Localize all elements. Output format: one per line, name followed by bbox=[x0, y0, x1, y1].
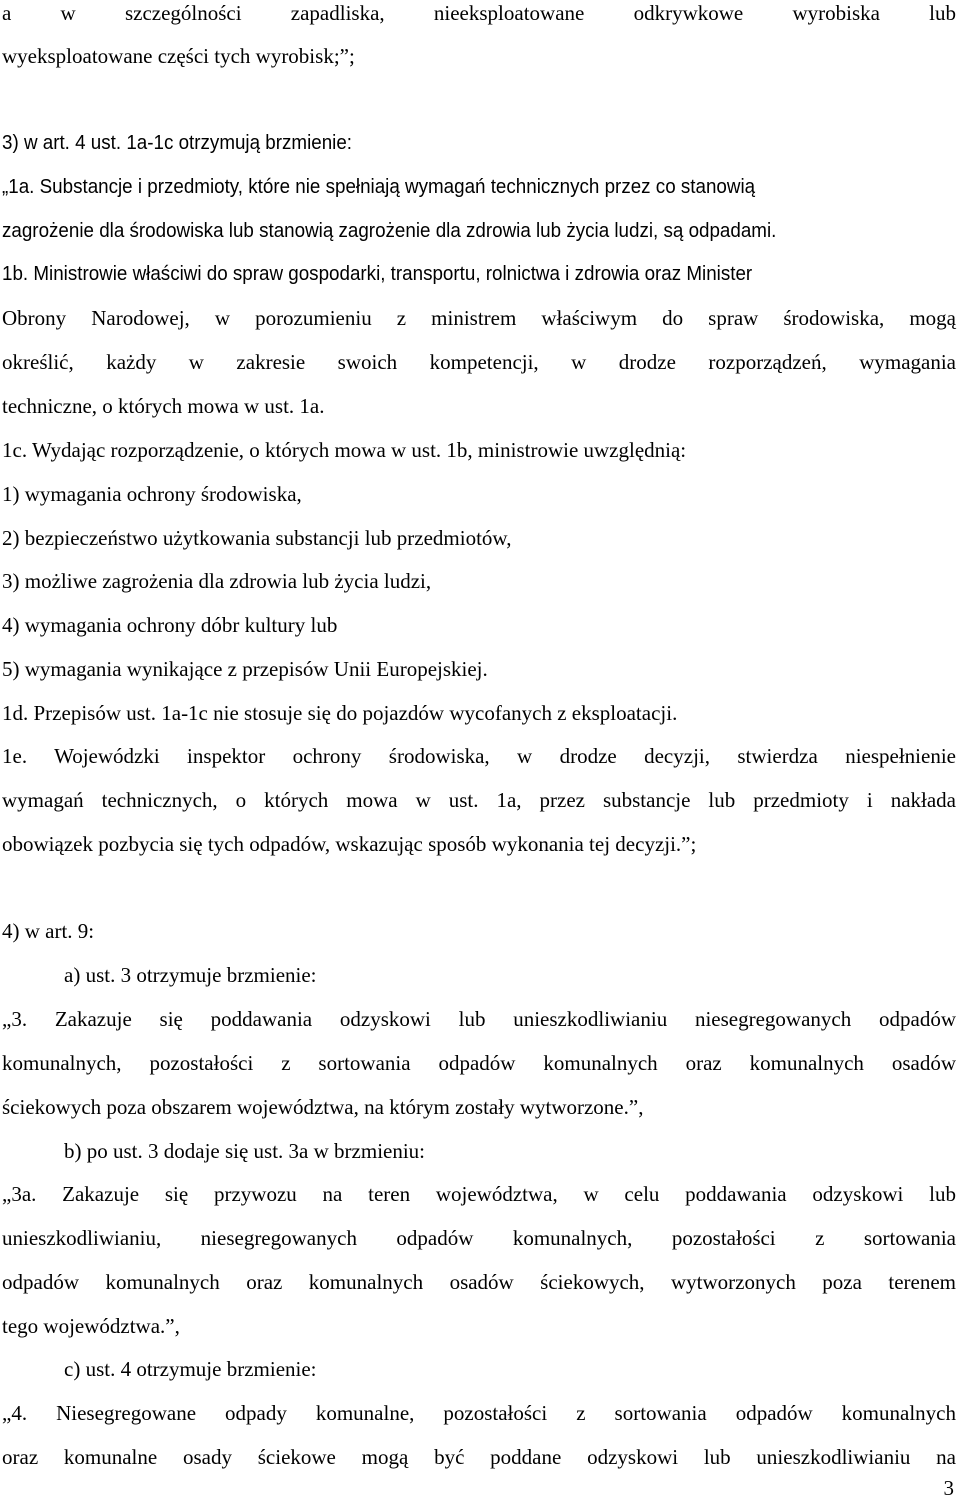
text-line: odpadów komunalnych oraz komunalnych osadów ściekowych, wytworzonych poza terenem bbox=[2, 1270, 956, 1294]
text-line: wymagań technicznych, o których mowa w ust. 1a, przez substancje lub przedmioty i nakłada bbox=[2, 788, 956, 812]
text-line: a w szczególności zapadliska, nieeksploatowane odkrywkowe wyrobiska lub bbox=[2, 1, 956, 25]
page-number: 3 bbox=[943, 1476, 954, 1500]
text-line: Obrony Narodowej, w porozumieniu z ministrem właściwym do spraw środowiska, mogą bbox=[2, 306, 956, 330]
text-line: 1e. Wojewódzki inspektor ochrony środowiska, w drodze decyzji, stwierdza niespełnienie bbox=[2, 744, 956, 768]
text-line: 1b. Ministrowie właściwi do spraw gospodarki, transportu, rolnictwa i zdrowia oraz Minister bbox=[2, 263, 753, 285]
text-line: „4. Niesegregowane odpady komunalne, pozostałości z sortowania odpadów komunalnych bbox=[2, 1401, 956, 1425]
text-line: „3. Zakazuje się poddawania odzyskowi lub unieszkodliwianiu niesegregowanych odpadów bbox=[2, 1007, 956, 1031]
text-line: 3) w art. 4 ust. 1a-1c otrzymują brzmienie: bbox=[2, 132, 353, 154]
text-line: 5) wymagania wynikające z przepisów Unii Europejskiej. bbox=[2, 657, 488, 681]
text-line: b) po ust. 3 dodaje się ust. 3a w brzmieniu: bbox=[64, 1139, 426, 1163]
text-line: 2) bezpieczeństwo użytkowania substancji lub przedmiotów, bbox=[2, 526, 512, 550]
text-line: „1a. Substancje i przedmioty, które nie spełniają wymagań technicznych przez co stanowią bbox=[2, 176, 756, 198]
text-line: wyeksploatowane części tych wyrobisk;”; bbox=[2, 44, 355, 68]
text-line: 4) wymagania ochrony dóbr kultury lub bbox=[2, 613, 338, 637]
text-line: „3a. Zakazuje się przywozu na teren województwa, w celu poddawania odzyskowi lub bbox=[2, 1182, 956, 1206]
text-line: tego województwa.”, bbox=[2, 1314, 180, 1338]
text-line: obowiązek pozbycia się tych odpadów, wskazując sposób wykonania tej decyzji.”; bbox=[2, 832, 697, 856]
text-line: 4) w art. 9: bbox=[2, 919, 95, 943]
text-line: c) ust. 4 otrzymuje brzmienie: bbox=[64, 1357, 317, 1381]
text-line: a) ust. 3 otrzymuje brzmienie: bbox=[64, 963, 317, 987]
text-line: komunalnych, pozostałości z sortowania odpadów komunalnych oraz komunalnych osadów bbox=[2, 1051, 956, 1075]
text-line: ściekowych poza obszarem województwa, na którym zostały wytworzone.”, bbox=[2, 1095, 644, 1119]
text-line: 1d. Przepisów ust. 1a-1c nie stosuje się do pojazdów wycofanych z eksploatacji. bbox=[2, 701, 678, 725]
text-line: 1c. Wydając rozporządzenie, o których mowa w ust. 1b, ministrowie uwzględnią: bbox=[2, 438, 687, 462]
text-line: 3) możliwe zagrożenia dla zdrowia lub życia ludzi, bbox=[2, 569, 432, 593]
text-line: oraz komunalne osady ściekowe mogą być poddane odzyskowi lub unieszkodliwianiu na bbox=[2, 1445, 956, 1469]
text-line: 1) wymagania ochrony środowiska, bbox=[2, 482, 302, 506]
text-line: określić, każdy w zakresie swoich kompetencji, w drodze rozporządzeń, wymagania bbox=[2, 350, 956, 374]
text-line: techniczne, o których mowa w ust. 1a. bbox=[2, 394, 325, 418]
text-line: unieszkodliwianiu, niesegregowanych odpadów komunalnych, pozostałości z sortowania bbox=[2, 1226, 956, 1250]
text-line: zagrożenie dla środowiska lub stanowią zagrożenie dla zdrowia lub życia ludzi, są odpadami. bbox=[2, 220, 777, 242]
